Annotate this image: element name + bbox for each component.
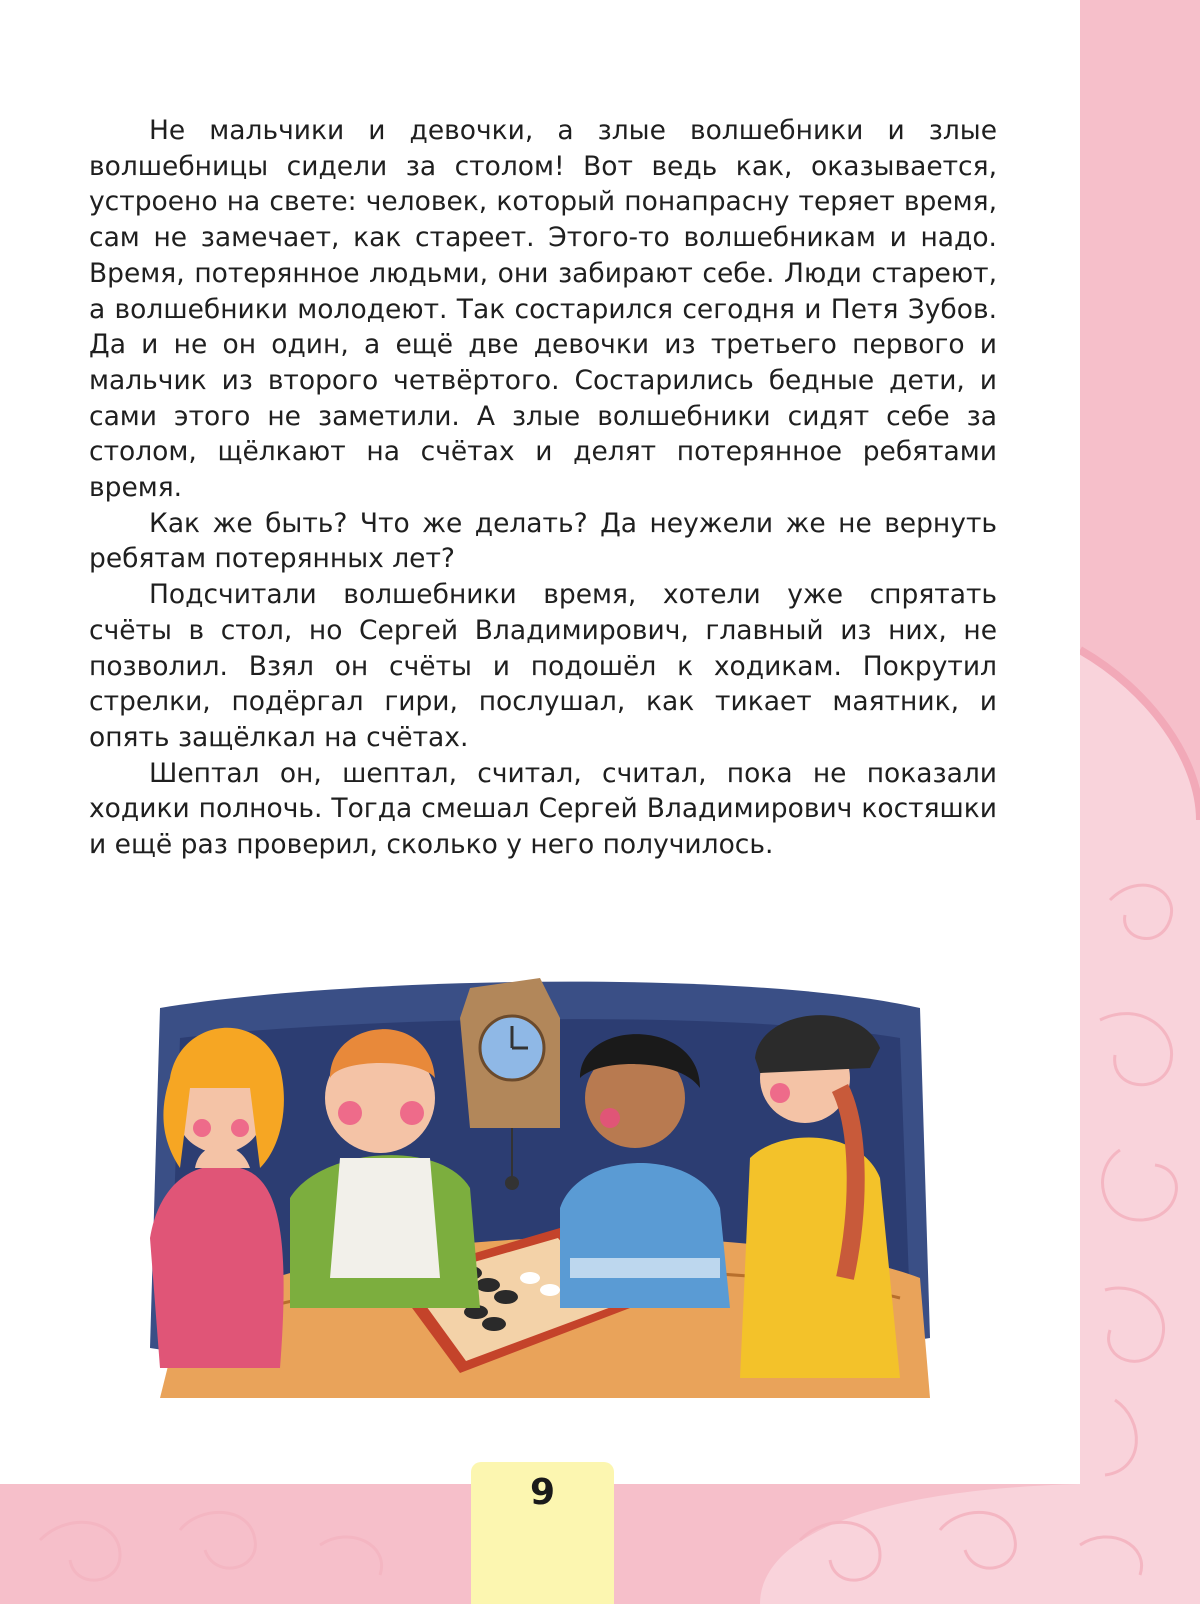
page-number: 9 [529, 1472, 556, 1513]
paragraph-1: Не мальчики и девочки, а злые волшебники и злые волшебницы сидели за столом! Вот ведь как, оказывается, устроено на свете: человек, который понапрасну теряет время, сам не замечает, как стареет. Этого-то волшебникам и надо. Время, потерянное людьми, они забирают себе. Люди стареют, а волшебники молодеют. Так состарился сегодня и Петя Зубов. Да и не он один, а ещё две девочки из третьего первого и мальчик из второго четвёртого. Состарились бедные дети, и сами этого не заметили. А злые волшебники сидят себе за столом, щёлкают на счётах и делят потерянное ребятами время. [89, 115, 997, 504]
girl-blonde-figure [150, 1028, 284, 1368]
page-number-box [471, 1462, 614, 1604]
paragraph-3: Подсчитали волшебники время, хотели уже спрятать счёты в стол, но Сергей Владимирович, главный из них, не позволил. Взял он счёты и подошёл к ходикам. Покрутил стрелки, подёргал гири, послушал, как тикает маятник, и опять защёлкал на счётах. [89, 579, 997, 753]
paragraph-2: Как же быть? Что же делать? Да неужели же не вернуть ребятам потерянных лет? [89, 507, 997, 575]
children-with-abacus-illustration [140, 978, 940, 1418]
story-text [89, 113, 997, 863]
paragraph-4: Шептал он, шептал, считал, считал, пока не показали ходики полночь. Тогда смешал Сергей Владимирович костяшки и ещё раз проверил, сколько у него получилось. [89, 757, 997, 861]
